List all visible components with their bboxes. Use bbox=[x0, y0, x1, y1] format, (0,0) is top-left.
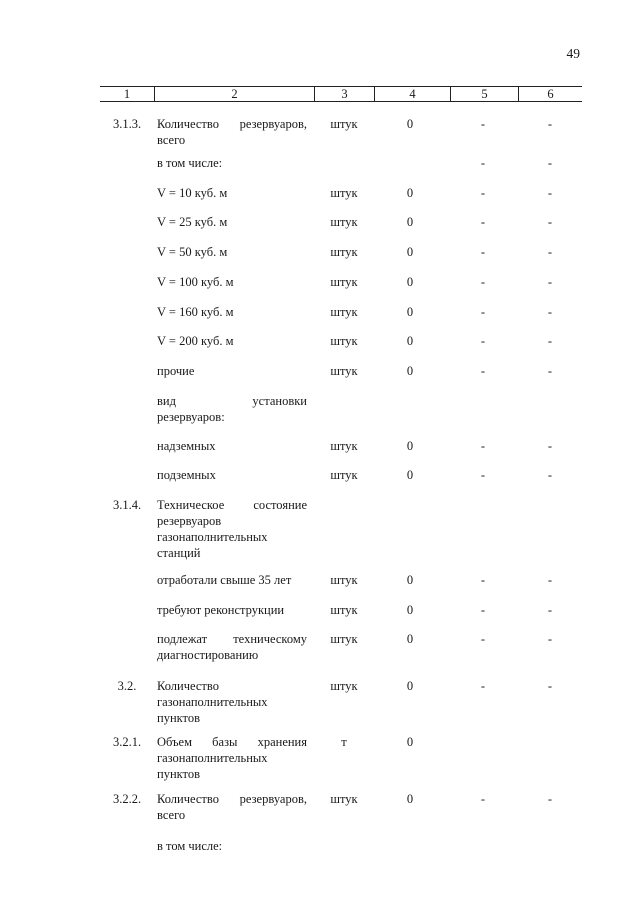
row-value-col5: - bbox=[480, 468, 486, 482]
row-unit: штук bbox=[330, 275, 358, 289]
row-value-col6: - bbox=[547, 117, 553, 131]
description-line: диагностированию bbox=[157, 648, 259, 662]
row-value-col6: - bbox=[547, 245, 553, 259]
description-line: пунктов bbox=[157, 711, 200, 725]
row-value-col5: - bbox=[480, 117, 486, 131]
description-line: станций bbox=[157, 546, 201, 560]
column-header-5: 5 bbox=[450, 87, 518, 101]
row-value-col5: - bbox=[480, 215, 486, 229]
column-header-6: 6 bbox=[518, 87, 582, 101]
row-description bbox=[157, 678, 307, 726]
row-unit: штук bbox=[330, 603, 358, 617]
row-description bbox=[157, 274, 307, 290]
description-line: газонаполнительных bbox=[157, 530, 268, 544]
row-description bbox=[157, 572, 307, 588]
row-value-col4: 0 bbox=[406, 117, 414, 131]
description-line: прочие bbox=[157, 364, 195, 378]
row-unit: штук bbox=[330, 364, 358, 378]
row-value-col4: 0 bbox=[406, 275, 414, 289]
row-value-col6: - bbox=[547, 156, 553, 170]
description-line: V = 200 куб. м bbox=[157, 334, 234, 348]
row-unit: штук bbox=[330, 117, 358, 131]
row-value-col5: - bbox=[480, 632, 486, 646]
row-description bbox=[157, 244, 307, 260]
row-unit: штук bbox=[330, 334, 358, 348]
description-line: резервуаров: bbox=[157, 410, 225, 424]
description-line: резервуаров bbox=[157, 514, 222, 528]
column-header-2: 2 bbox=[154, 87, 314, 101]
row-value-col6: - bbox=[547, 305, 553, 319]
row-value-col5: - bbox=[480, 679, 486, 693]
row-value-col5: - bbox=[480, 439, 486, 453]
description-line: V = 25 куб. м bbox=[157, 215, 228, 229]
row-description bbox=[157, 116, 307, 148]
row-value-col4: 0 bbox=[406, 792, 414, 806]
description-line: V = 50 куб. м bbox=[157, 245, 228, 259]
row-unit: штук bbox=[330, 305, 358, 319]
description-line: подлежат техническому bbox=[157, 632, 307, 646]
description-line: всего bbox=[157, 133, 186, 147]
row-description bbox=[157, 155, 307, 171]
row-value-col6: - bbox=[547, 334, 553, 348]
row-value-col4: 0 bbox=[406, 468, 414, 482]
row-value-col6: - bbox=[547, 468, 553, 482]
row-value-col4: 0 bbox=[406, 603, 414, 617]
row-unit: штук bbox=[330, 439, 358, 453]
description-line: газонаполнительных bbox=[157, 695, 268, 709]
row-value-col5: - bbox=[480, 186, 486, 200]
row-value-col6: - bbox=[547, 603, 553, 617]
description-line: газонаполнительных bbox=[157, 751, 268, 765]
row-value-col5: - bbox=[480, 334, 486, 348]
row-description bbox=[157, 214, 307, 230]
row-value-col4: 0 bbox=[406, 334, 414, 348]
row-value-col6: - bbox=[547, 679, 553, 693]
row-value-col6: - bbox=[547, 215, 553, 229]
row-description bbox=[157, 363, 307, 379]
row-value-col6: - bbox=[547, 186, 553, 200]
row-value-col4: 0 bbox=[406, 679, 414, 693]
row-unit: штук bbox=[330, 792, 358, 806]
column-header-1: 1 bbox=[123, 87, 131, 101]
description-line: Количество резервуаров, bbox=[157, 117, 307, 131]
row-description bbox=[157, 497, 307, 561]
row-value-col4: 0 bbox=[406, 305, 414, 319]
row-description bbox=[157, 791, 307, 823]
column-header-4: 4 bbox=[374, 87, 450, 101]
description-line: в том числе: bbox=[157, 156, 223, 170]
row-number: 3.1.3. bbox=[112, 117, 142, 131]
description-line: Количество резервуаров, bbox=[157, 792, 307, 806]
row-description bbox=[157, 333, 307, 349]
row-unit: штук bbox=[330, 245, 358, 259]
row-value-col6: - bbox=[547, 275, 553, 289]
description-line: всего bbox=[157, 808, 186, 822]
row-value-col4: 0 bbox=[406, 439, 414, 453]
description-line: подземных bbox=[157, 468, 216, 482]
row-value-col6: - bbox=[547, 632, 553, 646]
description-line: отработали свыше 35 лет bbox=[157, 573, 292, 587]
page-number: 49 bbox=[566, 46, 580, 61]
row-value-col5: - bbox=[480, 603, 486, 617]
description-line: пунктов bbox=[157, 767, 200, 781]
row-description bbox=[157, 304, 307, 320]
row-value-col4: 0 bbox=[406, 735, 414, 749]
description-line: в том числе: bbox=[157, 839, 223, 853]
row-value-col5: - bbox=[480, 364, 486, 378]
row-description bbox=[157, 393, 307, 425]
description-line: вид установки bbox=[157, 394, 307, 408]
row-unit: штук bbox=[330, 573, 358, 587]
description-line: требуют реконструкции bbox=[157, 603, 285, 617]
row-value-col5: - bbox=[480, 792, 486, 806]
row-description bbox=[157, 602, 307, 618]
row-value-col4: 0 bbox=[406, 186, 414, 200]
row-value-col4: 0 bbox=[406, 364, 414, 378]
description-line: V = 10 куб. м bbox=[157, 186, 228, 200]
row-number: 3.2.2. bbox=[112, 792, 142, 806]
description-line: V = 100 куб. м bbox=[157, 275, 234, 289]
row-unit: штук bbox=[330, 468, 358, 482]
row-value-col4: 0 bbox=[406, 245, 414, 259]
description-line: Количество bbox=[157, 679, 219, 693]
row-value-col5: - bbox=[480, 275, 486, 289]
description-line: надземных bbox=[157, 439, 216, 453]
description-line: Техническое состояние bbox=[157, 498, 307, 512]
row-value-col5: - bbox=[480, 305, 486, 319]
description-line: V = 160 куб. м bbox=[157, 305, 234, 319]
row-value-col6: - bbox=[547, 439, 553, 453]
row-value-col4: 0 bbox=[406, 632, 414, 646]
table-header-row bbox=[100, 86, 582, 102]
row-number: 3.2.1. bbox=[112, 735, 142, 749]
column-header-3: 3 bbox=[314, 87, 374, 101]
row-unit: штук bbox=[330, 679, 358, 693]
row-value-col5: - bbox=[480, 573, 486, 587]
row-value-col6: - bbox=[547, 792, 553, 806]
row-number: 3.2. bbox=[117, 679, 137, 693]
row-value-col5: - bbox=[480, 156, 486, 170]
row-description bbox=[157, 838, 307, 854]
row-description bbox=[157, 631, 307, 663]
row-unit: т bbox=[341, 735, 347, 749]
row-description bbox=[157, 467, 307, 483]
row-description bbox=[157, 734, 307, 782]
row-unit: штук bbox=[330, 215, 358, 229]
row-unit: штук bbox=[330, 186, 358, 200]
row-value-col4: 0 bbox=[406, 573, 414, 587]
row-value-col4: 0 bbox=[406, 215, 414, 229]
row-description bbox=[157, 185, 307, 201]
description-line: Объем базы хранения bbox=[157, 735, 307, 749]
row-value-col5: - bbox=[480, 245, 486, 259]
row-description bbox=[157, 438, 307, 454]
row-number: 3.1.4. bbox=[112, 498, 142, 512]
row-unit: штук bbox=[330, 632, 358, 646]
row-value-col6: - bbox=[547, 573, 553, 587]
row-value-col6: - bbox=[547, 364, 553, 378]
